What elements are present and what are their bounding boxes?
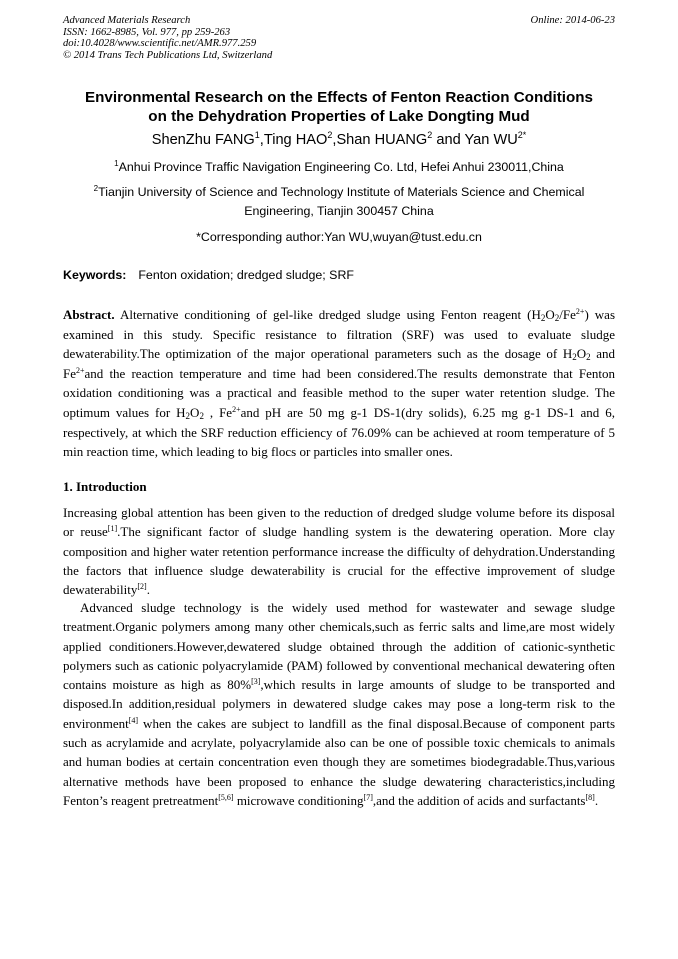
subscript: 2 — [199, 410, 204, 421]
keywords-label: Keywords: — [63, 268, 127, 282]
citation-ref: [1] — [107, 524, 118, 534]
abstract-text: O — [576, 346, 587, 362]
paragraph-1 — [63, 503, 615, 599]
journal-name: Advanced Materials Research — [63, 15, 191, 26]
abstract-text: Alternative conditioning of gel-like dredged sludge using Fenton reagent (H — [114, 307, 541, 322]
paragraph-text: when the cakes are subject to landfill as the final disposal.Because of component parts such as acrylamide and acrylate, polyacrylamide also can be one of possible toxic chemicals to animals and human bodies at certain concentration even though they are sometimes biodegradable.Thus,various alternative methods have been proposed to enhance the sludge dewatering characteristics,including Fenton’s reagent pretreatment — [63, 715, 615, 808]
paragraph-text: . — [594, 792, 599, 808]
keywords-text: Fenton oxidation; dredged sludge; SRF — [138, 268, 354, 282]
citation-ref: [5,6] — [218, 792, 234, 802]
abstract-label: Abstract. — [63, 307, 115, 322]
abstract-text: O — [190, 404, 200, 420]
paragraph-text: ,which results in large amounts of sludge to be transported and disposed.In addition,residual polymers in dewatered sludge cakes may pose a long-term risk to the environment — [63, 677, 615, 731]
author-list — [40, 131, 638, 149]
affiliation-mark: 2 — [93, 184, 99, 193]
subscript: 2 — [572, 352, 577, 363]
citation-ref: [2] — [137, 582, 147, 592]
paragraph-text: microwave conditioning — [233, 792, 364, 808]
affiliation-text: Tianjin University of Science and Technology Institute of Materials Science and Chemical Engineering, Tianjin 300457 China — [98, 185, 585, 218]
abstract-text: O — [545, 307, 555, 322]
author-name: Yan WU — [464, 132, 518, 148]
superscript: 2+ — [76, 365, 85, 375]
author-name: Shan HUANG — [336, 132, 428, 148]
subscript: 2 — [185, 410, 191, 421]
abstract-text: and the reaction temperature and time had been considered.The results demonstrate that Fenton oxidation conditioning was a practical and feasible method to the super water retention sludge. The optimum values for H — [63, 365, 615, 420]
paragraph-2 — [63, 598, 615, 810]
subscript: 2 — [586, 352, 591, 363]
citation-ref: [8] — [585, 792, 595, 802]
subscript: 2 — [554, 313, 560, 323]
online-date: Online: 2014-06-23 — [530, 15, 615, 26]
author-separator: , — [259, 132, 264, 148]
affiliation-1 — [60, 158, 618, 177]
author-separator: , — [332, 132, 337, 148]
author-conjunction: and — [432, 132, 465, 148]
affiliation-text: Anhui Province Traffic Navigation Engineering Co. Ltd, Hefei Anhui 230011,China — [118, 160, 564, 174]
abstract-text: , Fe — [203, 404, 233, 420]
paragraph-text: .The significant factor of sludge handling system is the dewatering operation. More clay composition and higher water retention performance increase the difficulty of dehydration.Understanding the factors that influence sludge dewaterability is crucial for the effective improvement of sludge dewaterability — [63, 524, 615, 598]
paragraph-text: ,and the addition of acids and surfactants — [372, 792, 586, 808]
issn-line: ISSN: 1662-8985, Vol. 977, pp 259-263 — [63, 26, 231, 38]
affiliation-mark: 1 — [114, 159, 119, 168]
paper-title — [40, 89, 638, 126]
author-name: Ting HAO — [263, 132, 328, 148]
abstract — [63, 305, 615, 462]
citation-ref: [3] — [251, 677, 261, 687]
abstract-text: ) was examined in this study. Specific resistance to filtration (SRF) was used to evaluate sludge dewaterability.The optimization of the major operational parameters such as the dosage of H — [63, 307, 616, 362]
doi-line: doi:10.4028/www.scientific.net/AMR.977.259 — [63, 38, 257, 50]
author-affiliation-mark: 1 — [254, 130, 260, 140]
subscript: 2 — [540, 313, 546, 323]
section-heading-introduction: 1. Introduction — [63, 479, 147, 494]
title-line-2: on the Dehydration Properties of Lake Dongting Mud — [148, 107, 530, 125]
copyright-line: © 2014 Trans Tech Publications Ltd, Switzerland — [63, 49, 273, 61]
superscript: 2+ — [575, 307, 585, 316]
author-affiliation-mark: 2 — [327, 130, 333, 140]
author-affiliation-mark: 2 — [427, 130, 433, 140]
abstract-text: /Fe — [559, 307, 576, 322]
abstract-text: and pH are 50 mg g-1 DS-1(dry solids), 6.25 mg g-1 DS-1 and 6, respectively, at which the SRF reduction efficiency of 76.09% can be achieved at room temperature of 5 min reaction time, which leading to big flocs or particles into smaller ones. — [63, 404, 616, 460]
citation-ref: [7] — [363, 792, 373, 802]
paragraph-text: Increasing global attention has been given to the reduction of dredged sludge volume before its disposal or reuse — [63, 505, 615, 540]
journal-metadata — [63, 15, 272, 61]
citation-ref: [4] — [128, 715, 139, 725]
author-name: ShenZhu FANG — [151, 132, 255, 148]
paragraph-text: Advanced sludge technology is the widely used method for wastewater and sewage sludge treatment.Organic polymers among many other chemicals,such as ferric salts and lime,are most widely applied conditioners.However,dewatered sludge obtained through the addition of cationic-synthetic polymers such as cationic polyacrylamide (PAM) followed by conventional mechanical dewatering often contains moisture as high as 80% — [63, 600, 615, 693]
affiliation-2 — [60, 183, 618, 221]
superscript: 2+ — [232, 404, 241, 414]
abstract-text: and Fe — [63, 346, 615, 381]
corresponding-author: *Corresponding author:Yan WU,wuyan@tust.edu.cn — [196, 230, 482, 244]
title-line-1: Environmental Research on the Effects of Fenton Reaction Conditions — [85, 89, 593, 106]
paragraph-text: . — [146, 582, 150, 598]
keywords — [63, 268, 354, 282]
author-affiliation-mark: 2* — [517, 130, 527, 140]
